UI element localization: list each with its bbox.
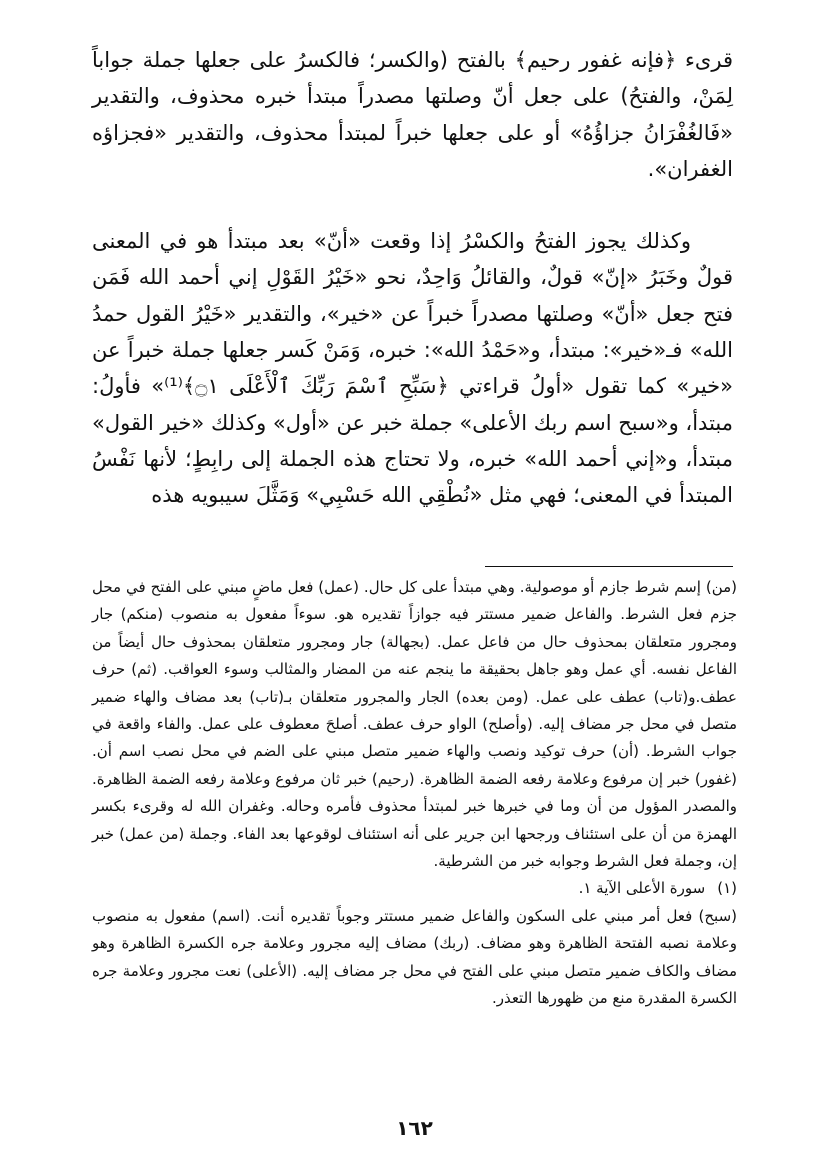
footnote-grammar-note: (من) إسم شرط جازم أو موصولية. وهي مبتدأ على كل حال. (عمل) فعل ماضٍ مبني على الفتح في محل جزم فعل الشرط. والفاعل ضمير مستتر فيه جوازاً تقديره هو. سوءاً مفعول به منصوب (منكم) جار ومجرور متعلقان بمحذوف حال من فاعل عمل. (بجهالة) جار ومجرور متعلقان بمحذوف حال أيضاً من الفاعل نفسه. أي عمل وهو جاهل بحقيقة ما ينجم عنه من المضار والمثالب وسوء العواقب. (ثم) حرف عطف.و(تاب) عطف على عمل. (ومن بعده) الجار والمجرور متعلقان بـ(تاب) بعد مضاف والهاء ضمير متصل في محل جر مضاف إليه. (وأصلح) الواو حرف عطف. أصلحَ معطوف على عمل. والفاء واقعة في جواب الشرط. (أن) حرف توكيد ونصب والهاء ضمير متصل مبني على الضم في محل نصب اسم أن. (غفور) خبر إن مرفوع وعلامة رفعه الضمة الظاهرة. (رحيم) خبر ثان مرفوع وعلامة رفعه الضمة الظاهرة. والمصدر المؤول من أن وما في خبرها خبر لمبتدأ محذوف فأمره وحاله. وغفران الله له وقرىء بكسر الهمزة من أن على استئناف ورجحها ابن جرير على أنه استئناف لوقوعها بعد الفاء. وجملة (من عمل) خبر إن، وجملة فعل الشرط وجوابه خبر من الشرطية. [92, 578, 737, 871]
footnote-analysis: (سبح) فعل أمر مبني على السكون والفاعل ضمير مستتر وجوباً تقديره أنت. (اسم) مفعول به منصوب وعلامة نصبه الفتحة الظاهرة وهو مضاف. (ربك) مضاف إليه مجرور وعلامة جره الكسرة الظاهرة وهو مضاف والكاف ضمير متصل مبني على الفتح في محل جر مضاف إليه. (الأعلى) نعت مجرور وعلامة جره الكسرة المقدرة منع من ظهورها التعذر. [92, 906, 737, 1008]
footnote-source: سورة الأعلى الآية ١. [578, 879, 706, 898]
main-paragraph-2: وكذلك يجوز الفتحُ والكسْرُ إذا وقعت «أنّ» بعد مبتدأ هو في المعنى قولٌ وخَبَرُ «إنّ» قولٌ، والقائلُ وَاحِدٌ، نحو «خَيْرُ القَوْلِ إني أحمد الله فَمَن فتح جعل «أنّ» وصلتها مصدراً خبراً عن «خير»، والتقدير «خَيْرُ القول حمدُ الله» فـ«خير»: مبتدأ، و«حَمْدُ الله»: خبره، وَمَنْ كَسر جعلها جملة خبراً عن «خير» كما تقول «أولُ قراءتي ﴿سَبِّحِ ٱسْمَ رَبِّكَ ٱلْأَعْلَى ۝١﴾⁽¹⁾» فأولُ: مبتدأ، و«سبح اسم ربك الأعلى» جملة خبر عن «أول» وكذلك «خير القول» مبتدأ، و«إني أحمد الله» خبره، ولا تحتاج هذه الجملة إلى رابِطٍ؛ لأنها نَفْسُ المبتدأ في المعنى؛ فهي مثل «نُطْقِي الله حَسْبِي» وَمَثَّلَ سيبويه هذه [92, 229, 734, 508]
main-paragraph-1: قرىء ﴿فإنه غفور رحيم﴾ بالفتح (والكسر؛ فالكسرُ على جعلها جملة جواباً لِمَنْ، والفتحُ) على جعل أنّ وصلتها مصدراً مبتدأ خبره محذوف، والتقدير «فَالغُفْرَانُ جزاؤُهُ» أو على جعلها خبراً لمبتدأ محذوف، والتقدير «فجزاؤه الغفران». [92, 48, 733, 181]
page-number: ١٦٢ [396, 1116, 433, 1140]
footnote-marker: (١) [717, 879, 737, 898]
main-text [92, 42, 733, 514]
footnotes [92, 574, 737, 1013]
footnote-item-1 [92, 875, 737, 902]
paragraph-spacer [92, 187, 733, 223]
footnote-separator [485, 566, 733, 567]
